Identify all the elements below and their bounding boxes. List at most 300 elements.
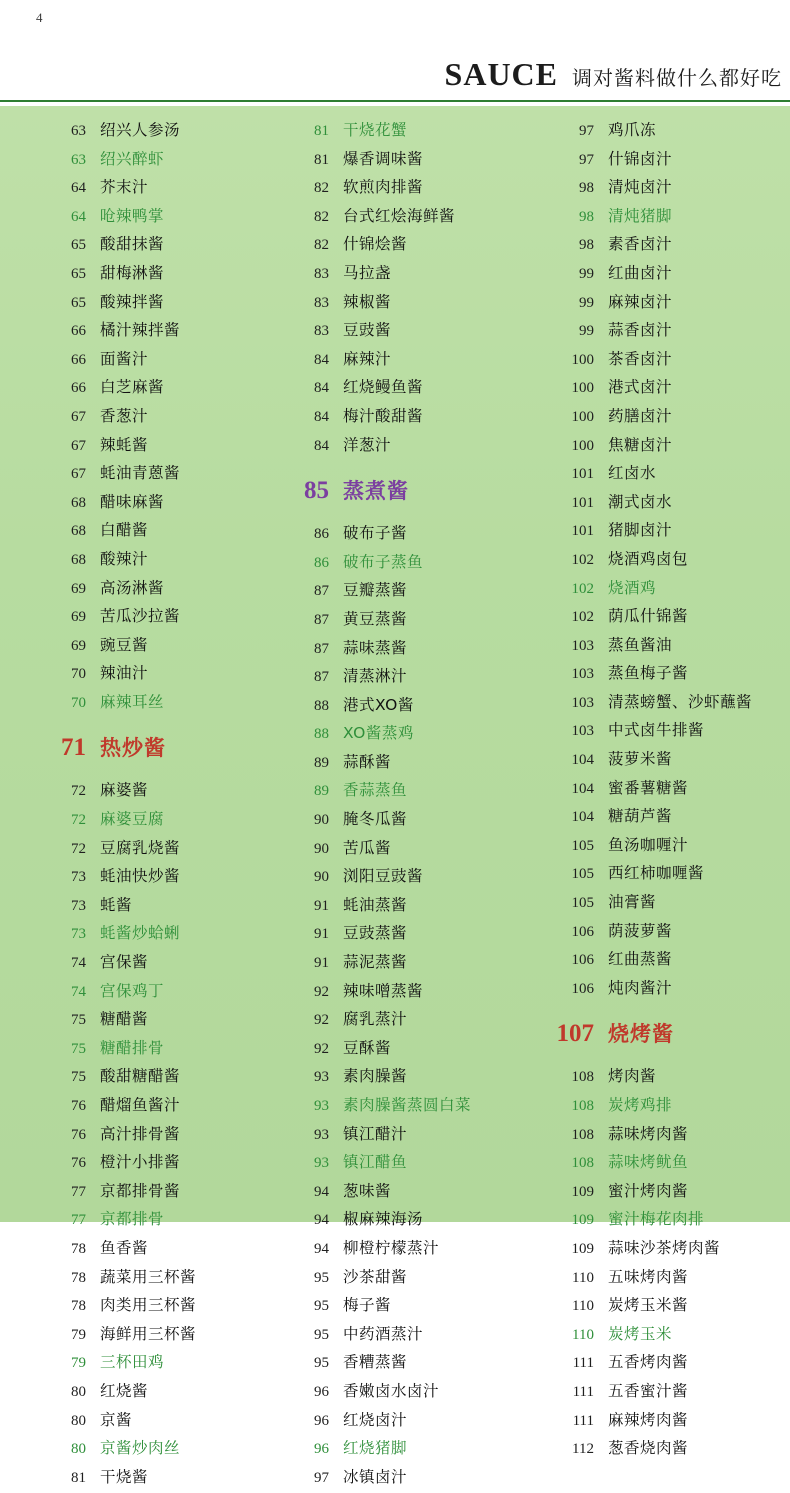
toc-entry[interactable] [34, 778, 263, 807]
toc-entry[interactable] [34, 1436, 263, 1465]
toc-entry-page: 96 [314, 1383, 329, 1400]
toc-entry-page: 77 [71, 1183, 86, 1200]
toc-entry-page: 101 [571, 494, 594, 511]
toc-entry[interactable] [34, 232, 263, 261]
toc-entry-title: 辣蚝酱 [100, 435, 149, 454]
toc-entry[interactable] [542, 919, 789, 948]
toc-entry[interactable] [542, 232, 789, 261]
toc-entry[interactable] [34, 1007, 263, 1036]
toc-entry-page: 73 [71, 869, 86, 886]
toc-entry-title: 药膳卤汁 [608, 406, 673, 425]
toc-entry-page: 94 [314, 1212, 329, 1229]
toc-entry[interactable] [277, 1122, 526, 1151]
toc-entry-page: 99 [579, 294, 594, 311]
toc-entry[interactable] [542, 375, 789, 404]
toc-entry[interactable] [277, 433, 526, 462]
toc-entry[interactable] [34, 318, 263, 347]
toc-entry-page: 102 [571, 580, 594, 597]
toc-entry-page: 90 [314, 812, 329, 829]
toc-entry-title: 京都排骨酱 [100, 1181, 181, 1200]
toc-entry[interactable] [277, 693, 526, 722]
toc-entry[interactable] [34, 864, 263, 893]
toc-entry-page: 79 [71, 1326, 86, 1343]
toc-entry[interactable] [34, 950, 263, 979]
toc-entry[interactable] [277, 1436, 526, 1465]
toc-entry-title: 黄豆蒸酱 [343, 609, 408, 628]
toc-entry-title: 蒜酥酱 [343, 752, 392, 771]
toc-entry-page: 103 [571, 694, 594, 711]
toc-entry[interactable] [542, 1236, 789, 1265]
toc-entry[interactable] [34, 490, 263, 519]
toc-entry[interactable] [277, 721, 526, 750]
toc-entry-page: 67 [71, 408, 86, 425]
toc-entry[interactable] [277, 836, 526, 865]
toc-entry[interactable] [542, 518, 789, 547]
toc-entry[interactable] [277, 521, 526, 550]
toc-entry-title: 清蒸螃蟹、沙虾蘸酱 [608, 692, 753, 711]
toc-entry-page: 90 [314, 869, 329, 886]
toc-entry-page: 79 [71, 1355, 86, 1372]
toc-entry-title: 蒸煮酱 [343, 479, 409, 504]
toc-entry[interactable] [542, 404, 789, 433]
toc-entry-title: 白醋酱 [100, 521, 149, 540]
toc-entry-page: 78 [71, 1240, 86, 1257]
toc-entry-title: 镇江醋汁 [343, 1124, 408, 1143]
toc-entry[interactable] [34, 893, 263, 922]
toc-entry[interactable] [542, 204, 789, 233]
toc-entry-title: 酸辣拌酱 [100, 292, 165, 311]
toc-entry-page: 87 [314, 669, 329, 686]
toc-entry-title: 柳橙柠檬蒸汁 [343, 1238, 440, 1257]
section-spacer [34, 718, 263, 732]
toc-entry-page: 74 [71, 983, 86, 1000]
toc-entry-page: 108 [571, 1155, 594, 1172]
toc-entry-page: 102 [571, 551, 594, 568]
toc-entry[interactable] [34, 1236, 263, 1265]
toc-entry[interactable] [542, 947, 789, 976]
toc-entry-title: XO酱蒸鸡 [343, 724, 414, 743]
toc-entry-title: 蒜香卤汁 [608, 321, 673, 340]
toc-entry[interactable] [542, 861, 789, 890]
toc-entry[interactable] [542, 776, 789, 805]
toc-entry-page: 108 [571, 1098, 594, 1114]
toc-entry[interactable] [34, 1064, 263, 1093]
toc-entry[interactable] [277, 1379, 526, 1408]
toc-entry[interactable] [277, 375, 526, 404]
toc-entry-title: 高汁排骨酱 [100, 1124, 181, 1143]
toc-entry-page: 89 [314, 783, 329, 800]
toc-entry-title: 炭烤鸡排 [608, 1096, 673, 1114]
toc-entry-page: 102 [571, 609, 594, 626]
toc-entry[interactable] [542, 1179, 789, 1208]
toc-entry-page: 93 [314, 1126, 329, 1143]
toc-entry-page: 107 [556, 1020, 594, 1048]
toc-entry-title: 爆香调味酱 [343, 149, 424, 168]
toc-entry[interactable] [542, 718, 789, 747]
toc-entry-page: 83 [314, 323, 329, 340]
toc-entry-page: 80 [71, 1383, 86, 1400]
toc-entry[interactable] [542, 804, 789, 833]
toc-entry[interactable] [542, 1350, 789, 1379]
toc-entry-page: 76 [71, 1155, 86, 1172]
toc-entry[interactable] [34, 147, 263, 176]
toc-entry[interactable] [34, 1293, 263, 1322]
toc-section-heading[interactable] [277, 475, 526, 521]
toc-entry-title: 豆腐乳烧酱 [100, 838, 181, 857]
toc-entry[interactable] [34, 836, 263, 865]
toc-entry-title: 蚝酱炒蛤蜊 [100, 924, 181, 943]
toc-entry-title: 烤肉酱 [608, 1067, 657, 1086]
toc-entry-title: 素肉臊酱 [343, 1067, 408, 1086]
toc-entry-title: 中药酒蒸汁 [343, 1324, 424, 1343]
toc-entry-page: 91 [314, 897, 329, 914]
toc-entry[interactable] [542, 1379, 789, 1408]
toc-entry-page: 106 [571, 923, 594, 940]
toc-entry-title: 酸甜抹酱 [100, 235, 165, 254]
toc-entry-title: 椒麻辣海汤 [343, 1210, 424, 1229]
toc-entry-page: 109 [571, 1240, 594, 1257]
toc-entry-title: 港式卤汁 [608, 378, 673, 397]
toc-entry-page: 84 [314, 380, 329, 397]
toc-entry[interactable] [542, 1408, 789, 1437]
toc-entry-title: 菠萝米酱 [608, 750, 673, 769]
toc-entry[interactable] [542, 461, 789, 490]
toc-entry[interactable] [277, 1322, 526, 1351]
toc-entry[interactable] [542, 976, 789, 1005]
toc-entry-title: 宫保鸡丁 [100, 981, 165, 1000]
toc-entry-page: 92 [314, 1012, 329, 1029]
toc-entry-page: 90 [314, 840, 329, 857]
toc-entry[interactable] [34, 1179, 263, 1208]
toc-entry[interactable] [277, 778, 526, 807]
toc-entry-page: 100 [571, 380, 594, 397]
toc-entry[interactable] [34, 1465, 263, 1493]
toc-entry[interactable] [277, 1179, 526, 1208]
toc-entry[interactable] [277, 290, 526, 319]
toc-entry[interactable] [277, 1007, 526, 1036]
toc-entry[interactable] [34, 375, 263, 404]
toc-entry-page: 69 [71, 637, 86, 654]
toc-entry-title: 蔬菜用三杯酱 [100, 1267, 197, 1286]
toc-entry-title: 葱味酱 [343, 1181, 392, 1200]
toc-entry-title: 豆豉蒸酱 [343, 924, 408, 943]
toc-entry-page: 84 [314, 437, 329, 454]
toc-entry-page: 99 [579, 323, 594, 340]
toc-entry-page: 65 [71, 265, 86, 282]
toc-entry-title: 呛辣鸭掌 [100, 206, 165, 225]
toc-entry[interactable] [542, 833, 789, 862]
toc-entry[interactable] [542, 175, 789, 204]
toc-entry-page: 75 [71, 1069, 86, 1086]
toc-entry[interactable] [34, 1322, 263, 1351]
toc-section-heading[interactable] [34, 732, 263, 778]
toc-entry-page: 75 [71, 1012, 86, 1029]
toc-entry-title: 腐乳蒸汁 [343, 1010, 408, 1029]
toc-entry-title: 辣味噌蒸酱 [343, 981, 424, 1000]
toc-entry-page: 70 [71, 666, 86, 683]
toc-entry-title: 蜜汁烤肉酱 [608, 1181, 689, 1200]
toc-entry[interactable] [277, 118, 526, 147]
toc-entry[interactable] [542, 690, 789, 719]
toc-entry[interactable] [34, 1379, 263, 1408]
toc-entry-title: 茶香卤汁 [608, 349, 673, 368]
toc-entry-page: 93 [314, 1069, 329, 1086]
toc-entry[interactable] [34, 118, 263, 147]
toc-entry[interactable] [277, 175, 526, 204]
toc-entry-page: 92 [314, 1040, 329, 1057]
toc-entry-page: 92 [314, 983, 329, 1000]
toc-entry-page: 100 [571, 351, 594, 368]
toc-entry-title: 什锦烩酱 [343, 235, 408, 254]
toc-entry[interactable] [34, 576, 263, 605]
toc-column-2 [263, 118, 526, 1493]
toc-entry[interactable] [542, 433, 789, 462]
toc-entry-page: 72 [71, 783, 86, 800]
toc-entry-title: 香蒜蒸鱼 [343, 781, 408, 800]
toc-entry-title: 海鲜用三杯酱 [100, 1324, 197, 1343]
toc-entry-page: 111 [572, 1412, 594, 1429]
toc-entry[interactable] [34, 1408, 263, 1437]
toc-entry[interactable] [277, 636, 526, 665]
toc-entry-title: 烧酒鸡卤包 [608, 549, 689, 568]
toc-entry-page: 96 [314, 1441, 329, 1458]
toc-entry-title: 素肉臊酱蒸圆白菜 [343, 1096, 472, 1114]
toc-entry[interactable] [34, 1093, 263, 1122]
toc-entry-title: 破布子酱 [343, 524, 408, 543]
toc-entry[interactable] [34, 633, 263, 662]
toc-entry[interactable] [542, 547, 789, 576]
toc-entry[interactable] [34, 404, 263, 433]
toc-entry[interactable] [34, 175, 263, 204]
toc-entry[interactable] [542, 661, 789, 690]
toc-entry[interactable] [34, 604, 263, 633]
toc-entry-title: 蒸鱼梅子酱 [608, 664, 689, 683]
toc-entry-page: 78 [71, 1269, 86, 1286]
toc-entry-title: 醋味麻酱 [100, 492, 165, 511]
toc-entry[interactable] [542, 747, 789, 776]
toc-entry[interactable] [542, 633, 789, 662]
toc-entry-title: 沙茶甜酱 [343, 1267, 408, 1286]
toc-entry-title: 鱼汤咖喱汁 [608, 835, 689, 854]
toc-entry[interactable] [277, 750, 526, 779]
toc-entry[interactable] [277, 261, 526, 290]
toc-entry-title: 清炖卤汁 [608, 178, 673, 197]
toc-entry-page: 85 [304, 477, 329, 505]
toc-entry-title: 酸辣汁 [100, 549, 149, 568]
toc-entry-page: 65 [71, 237, 86, 254]
toc-entry-page: 71 [61, 734, 86, 762]
toc-entry-page: 106 [571, 952, 594, 969]
toc-entry-title: 马拉盏 [343, 263, 392, 282]
toc-entry[interactable] [542, 1150, 789, 1179]
toc-entry[interactable] [542, 1093, 789, 1122]
toc-entry[interactable] [277, 950, 526, 979]
toc-entry[interactable] [542, 1436, 789, 1465]
toc-entry[interactable] [542, 890, 789, 919]
toc-entry-page: 84 [314, 408, 329, 425]
toc-entry[interactable] [542, 1322, 789, 1351]
toc-entry[interactable] [277, 1265, 526, 1294]
toc-entry-page: 101 [571, 466, 594, 483]
toc-entry-title: 蒸鱼酱油 [608, 635, 673, 654]
toc-entry[interactable] [34, 690, 263, 719]
toc-entry-title: 红烧鳗鱼酱 [343, 378, 424, 397]
toc-entry[interactable] [542, 118, 789, 147]
toc-entry[interactable] [277, 807, 526, 836]
toc-entry-title: 干烧花蟹 [343, 121, 408, 139]
toc-entry[interactable] [542, 604, 789, 633]
toc-entry-page: 81 [314, 151, 329, 168]
toc-entry[interactable] [34, 921, 263, 950]
toc-entry-page: 95 [314, 1355, 329, 1372]
toc-entry-title: 洋葱汁 [343, 435, 392, 454]
toc-entry[interactable] [34, 1036, 263, 1065]
toc-entry[interactable] [542, 1265, 789, 1294]
toc-entry-title: 糖醋排骨 [100, 1038, 165, 1057]
toc-entry-title: 豆酥酱 [343, 1038, 392, 1057]
toc-entry-page: 104 [571, 809, 594, 826]
toc-entry[interactable] [34, 1265, 263, 1294]
toc-entry-page: 73 [71, 897, 86, 914]
toc-entry-title: 冰镇卤汁 [343, 1467, 408, 1486]
toc-entry-page: 109 [571, 1183, 594, 1200]
toc-entry[interactable] [277, 607, 526, 636]
toc-entry-title: 荫菠萝酱 [608, 921, 673, 940]
toc-columns [0, 118, 790, 1493]
toc-entry[interactable] [34, 347, 263, 376]
toc-entry-page: 87 [314, 640, 329, 657]
toc-entry[interactable] [542, 1064, 789, 1093]
toc-entry[interactable] [34, 461, 263, 490]
toc-entry[interactable] [34, 547, 263, 576]
toc-entry-page: 68 [71, 523, 86, 540]
toc-entry-title: 清蒸淋汁 [343, 667, 408, 686]
toc-entry-page: 98 [579, 208, 594, 225]
toc-entry-title: 麻辣卤汁 [608, 292, 673, 311]
toc-entry[interactable] [542, 318, 789, 347]
toc-entry-title: 梅汁酸甜酱 [343, 406, 424, 425]
toc-entry-page: 104 [571, 752, 594, 769]
toc-entry[interactable] [542, 147, 789, 176]
toc-entry-page: 88 [314, 697, 329, 714]
toc-entry-page: 104 [571, 780, 594, 797]
toc-entry-page: 97 [314, 1469, 329, 1486]
toc-entry[interactable] [277, 404, 526, 433]
toc-entry-page: 67 [71, 437, 86, 454]
toc-entry[interactable] [34, 1150, 263, 1179]
toc-entry-page: 70 [71, 694, 86, 711]
toc-entry[interactable] [542, 347, 789, 376]
toc-entry[interactable] [34, 1350, 263, 1379]
toc-section-heading[interactable] [542, 1018, 789, 1064]
toc-entry-title: 豆豉酱 [343, 321, 392, 340]
toc-column-1 [0, 118, 263, 1493]
toc-entry[interactable] [277, 232, 526, 261]
toc-entry-page: 83 [314, 265, 329, 282]
toc-entry[interactable] [34, 518, 263, 547]
toc-entry[interactable] [277, 204, 526, 233]
toc-entry[interactable] [277, 864, 526, 893]
toc-entry-title: 绍兴人参汤 [100, 121, 181, 139]
toc-entry-page: 91 [314, 955, 329, 972]
toc-entry[interactable] [542, 290, 789, 319]
toc-entry[interactable] [542, 576, 789, 605]
toc-entry-title: 豌豆酱 [100, 635, 149, 654]
toc-entry-title: 麻婆酱 [100, 781, 149, 800]
toc-entry[interactable] [34, 204, 263, 233]
toc-entry-title: 三杯田鸡 [100, 1353, 165, 1372]
toc-entry-page: 69 [71, 609, 86, 626]
toc-entry[interactable] [277, 550, 526, 579]
toc-entry[interactable] [277, 147, 526, 176]
header-subtitle: 调对酱料做什么都好吃 [572, 66, 782, 90]
toc-entry[interactable] [542, 1122, 789, 1151]
toc-entry-page: 81 [314, 123, 329, 139]
toc-entry[interactable] [34, 807, 263, 836]
toc-entry-title: 油膏酱 [608, 893, 657, 912]
toc-entry[interactable] [277, 664, 526, 693]
toc-entry[interactable] [277, 578, 526, 607]
toc-entry[interactable] [277, 1408, 526, 1437]
toc-entry[interactable] [277, 1350, 526, 1379]
toc-entry-title: 港式XO酱 [343, 695, 414, 714]
toc-entry[interactable] [277, 921, 526, 950]
toc-entry[interactable] [542, 1293, 789, 1322]
toc-entry-page: 65 [71, 294, 86, 311]
toc-entry[interactable] [277, 1036, 526, 1065]
toc-entry-title: 糖葫芦酱 [608, 807, 673, 826]
toc-entry[interactable] [34, 661, 263, 690]
toc-entry-page: 97 [579, 123, 594, 139]
toc-entry[interactable] [277, 1293, 526, 1322]
toc-entry-page: 110 [572, 1326, 594, 1343]
toc-entry-title: 鸡爪冻 [608, 121, 657, 139]
toc-entry[interactable] [542, 490, 789, 519]
toc-entry[interactable] [277, 979, 526, 1008]
toc-entry-title: 辣椒酱 [343, 292, 392, 311]
page-header [445, 56, 782, 93]
toc-entry-page: 89 [314, 754, 329, 771]
toc-entry[interactable] [277, 893, 526, 922]
toc-entry-title: 红曲卤汁 [608, 263, 673, 282]
toc-entry-page: 110 [572, 1298, 594, 1315]
toc-entry[interactable] [277, 1465, 526, 1493]
toc-entry[interactable] [277, 1064, 526, 1093]
toc-entry-page: 68 [71, 494, 86, 511]
toc-entry-title: 蚝酱 [100, 895, 133, 914]
section-spacer [542, 1004, 789, 1018]
toc-entry-page: 72 [71, 840, 86, 857]
toc-entry-title: 浏阳豆豉酱 [343, 867, 424, 886]
toc-entry[interactable] [277, 318, 526, 347]
toc-entry-page: 105 [571, 866, 594, 883]
toc-entry-page: 80 [71, 1441, 86, 1458]
toc-entry[interactable] [277, 1236, 526, 1265]
toc-entry[interactable] [542, 261, 789, 290]
toc-entry[interactable] [34, 261, 263, 290]
toc-entry[interactable] [34, 433, 263, 462]
toc-entry[interactable] [34, 1122, 263, 1151]
toc-entry-title: 葱香烧肉酱 [608, 1439, 689, 1458]
toc-entry-page: 84 [314, 351, 329, 368]
toc-entry[interactable] [277, 347, 526, 376]
toc-entry[interactable] [34, 290, 263, 319]
toc-entry-page: 63 [71, 151, 86, 168]
toc-entry[interactable] [277, 1150, 526, 1179]
toc-entry-page: 91 [314, 926, 329, 943]
toc-entry[interactable] [34, 979, 263, 1008]
toc-entry[interactable] [277, 1093, 526, 1122]
